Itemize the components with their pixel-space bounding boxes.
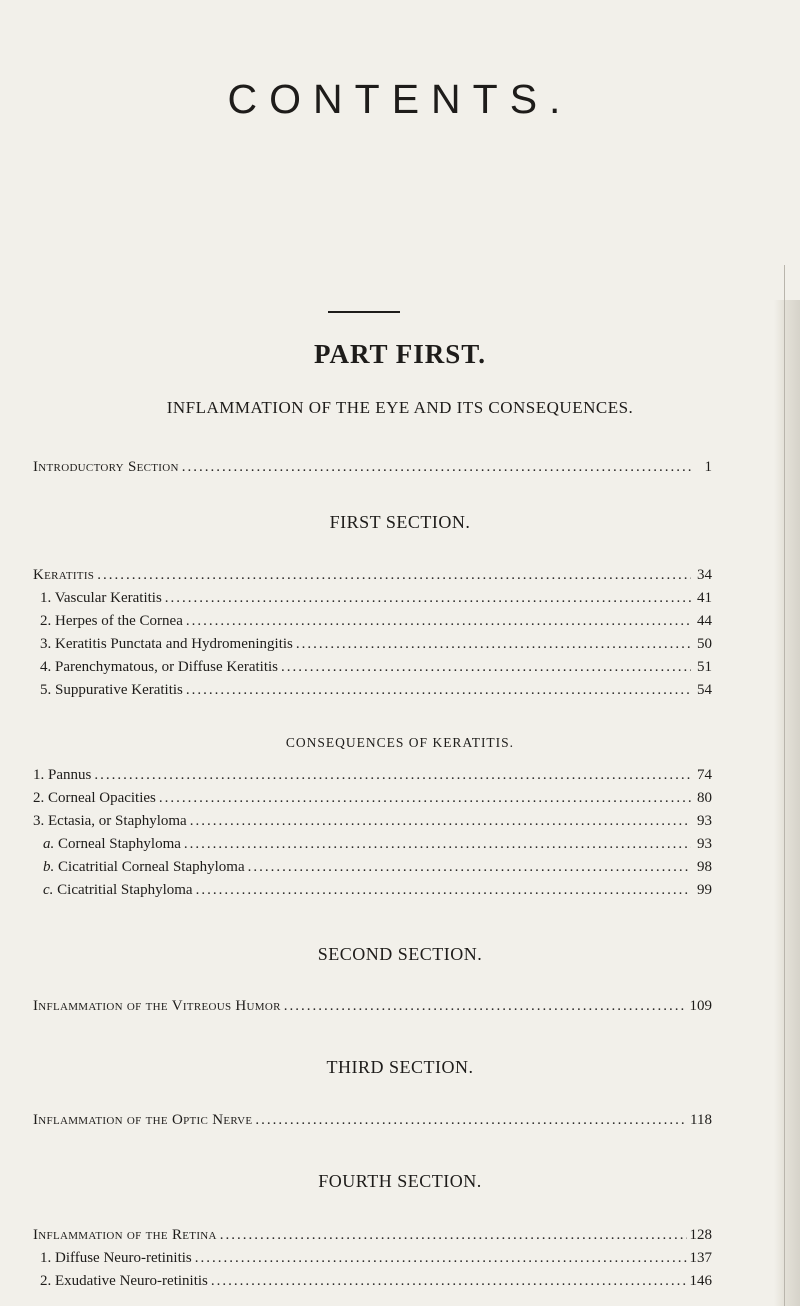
toc-entry-item (43, 834, 712, 854)
dot-leader (281, 657, 691, 677)
item-letter: c. (43, 882, 54, 898)
title-rule (328, 311, 400, 313)
consequences-heading: CONSEQUENCES OF KERATITIS. (285, 735, 515, 750)
dot-leader (211, 1271, 687, 1291)
toc-label (40, 634, 293, 654)
toc-label: Inflammation of the Retina (33, 1227, 217, 1243)
item-title: Vascular Keratitis (54, 590, 162, 606)
toc-label (40, 1271, 208, 1291)
contents-title: CONTENTS. (227, 76, 573, 122)
fourth-section-title: FOURTH SECTION. (318, 1171, 482, 1191)
toc-page-number: 93 (697, 813, 712, 829)
toc-label (40, 1248, 192, 1268)
toc-page-number: 98 (697, 859, 712, 875)
toc-entry-item (43, 880, 712, 900)
page-edge-shadow (774, 300, 800, 1306)
toc-page-number: 118 (690, 1112, 712, 1128)
toc-page-number: 80 (697, 790, 712, 806)
toc-entry-item (40, 657, 712, 677)
first-section-title: FIRST SECTION. (329, 512, 471, 532)
item-number: 3. (33, 813, 45, 829)
toc-page-number: 74 (697, 767, 712, 783)
item-title: Suppurative Keratitis (55, 682, 183, 698)
third-section-title: THIRD SECTION. (326, 1057, 474, 1077)
toc-page-number: 44 (697, 613, 712, 629)
dot-leader (165, 588, 691, 608)
dot-leader (94, 765, 691, 785)
toc-page-number: 93 (697, 836, 712, 852)
toc-page-number: 146 (689, 1273, 712, 1289)
toc-entry-vitreous (33, 996, 712, 1016)
dot-leader (248, 857, 691, 877)
toc-entry-item (40, 1271, 712, 1291)
toc-page-number: 128 (689, 1227, 712, 1243)
item-title: Cicatritial Staphyloma (57, 882, 193, 898)
dot-leader (186, 611, 691, 631)
toc-label (33, 765, 91, 785)
toc-label (43, 880, 193, 900)
toc-label (40, 657, 278, 677)
toc-label (33, 811, 187, 831)
item-letter: a. (43, 836, 55, 852)
second-section-title: SECOND SECTION. (317, 944, 483, 964)
item-title: Cicatritial Corneal Staphyloma (58, 859, 245, 875)
toc-label (33, 788, 156, 808)
toc-entry-item (40, 611, 712, 631)
toc-label (40, 611, 183, 631)
page-edge-line (784, 265, 785, 1306)
toc-page-number: 41 (697, 590, 712, 606)
toc-label: Keratitis (33, 567, 95, 583)
toc-entry-item (33, 811, 712, 831)
toc-label (40, 680, 183, 700)
part-title: PART FIRST. (313, 339, 487, 369)
toc-entry-item (43, 857, 712, 877)
dot-leader (284, 996, 687, 1016)
item-number: 5. (40, 682, 52, 698)
item-number: 2. (40, 613, 52, 629)
toc-page-number: 109 (689, 998, 712, 1014)
item-number: 1. (40, 1250, 52, 1266)
toc-entry-item (33, 765, 712, 785)
item-number: 2. (40, 1273, 52, 1289)
toc-entry-item (40, 1248, 712, 1268)
dot-leader (196, 880, 691, 900)
dot-leader (186, 680, 691, 700)
toc-entry-item (40, 680, 712, 700)
toc-label (43, 834, 181, 854)
item-title: Herpes of the Cornea (55, 613, 183, 629)
dot-leader (255, 1110, 687, 1130)
item-title: Keratitis Punctata and Hydromeningitis (55, 636, 293, 652)
dot-leader (182, 457, 691, 477)
dot-leader (190, 811, 691, 831)
dot-leader (195, 1248, 687, 1268)
item-number: 2. (33, 790, 45, 806)
item-title: Ectasia, or Staphyloma (48, 813, 187, 829)
dot-leader (220, 1225, 687, 1245)
dot-leader (296, 634, 691, 654)
dot-leader (184, 834, 691, 854)
toc-entry-introductory (33, 457, 712, 477)
toc-page-number: 50 (697, 636, 712, 652)
toc-label (43, 857, 245, 877)
item-number: 4. (40, 659, 52, 675)
item-number: 1. (40, 590, 52, 606)
toc-label: Introductory Section (33, 459, 179, 475)
toc-entry-keratitis (33, 565, 712, 585)
dot-leader (97, 565, 691, 585)
toc-label: Inflammation of the Vitreous Humor (33, 998, 281, 1014)
toc-entry-item (40, 588, 712, 608)
item-number: 1. (33, 767, 45, 783)
toc-page-number: 54 (697, 682, 712, 698)
toc-entry-retina (33, 1225, 712, 1245)
item-title: Diffuse Neuro-retinitis (55, 1250, 192, 1266)
toc-page-number: 51 (697, 659, 712, 675)
toc-entry-item (40, 634, 712, 654)
toc-page-number: 34 (697, 567, 712, 583)
toc-page-number: 99 (697, 882, 712, 898)
toc-entry-item (33, 788, 712, 808)
item-title: Exudative Neuro-retinitis (55, 1273, 208, 1289)
item-title: Pannus (48, 767, 92, 783)
toc-page-number: 1 (704, 459, 712, 475)
item-title: Corneal Staphyloma (58, 836, 181, 852)
toc-label (40, 588, 162, 608)
item-letter: b. (43, 859, 55, 875)
dot-leader (159, 788, 691, 808)
toc-label: Inflammation of the Optic Nerve (33, 1112, 253, 1128)
toc-page-number: 137 (689, 1250, 712, 1266)
part-subtitle: INFLAMMATION OF THE EYE AND ITS CONSEQUENCES. (166, 398, 634, 417)
item-number: 3. (40, 636, 52, 652)
item-title: Parenchymatous, or Diffuse Keratitis (55, 659, 279, 675)
item-title: Corneal Opacities (48, 790, 156, 806)
toc-entry-optic-nerve (33, 1110, 712, 1130)
